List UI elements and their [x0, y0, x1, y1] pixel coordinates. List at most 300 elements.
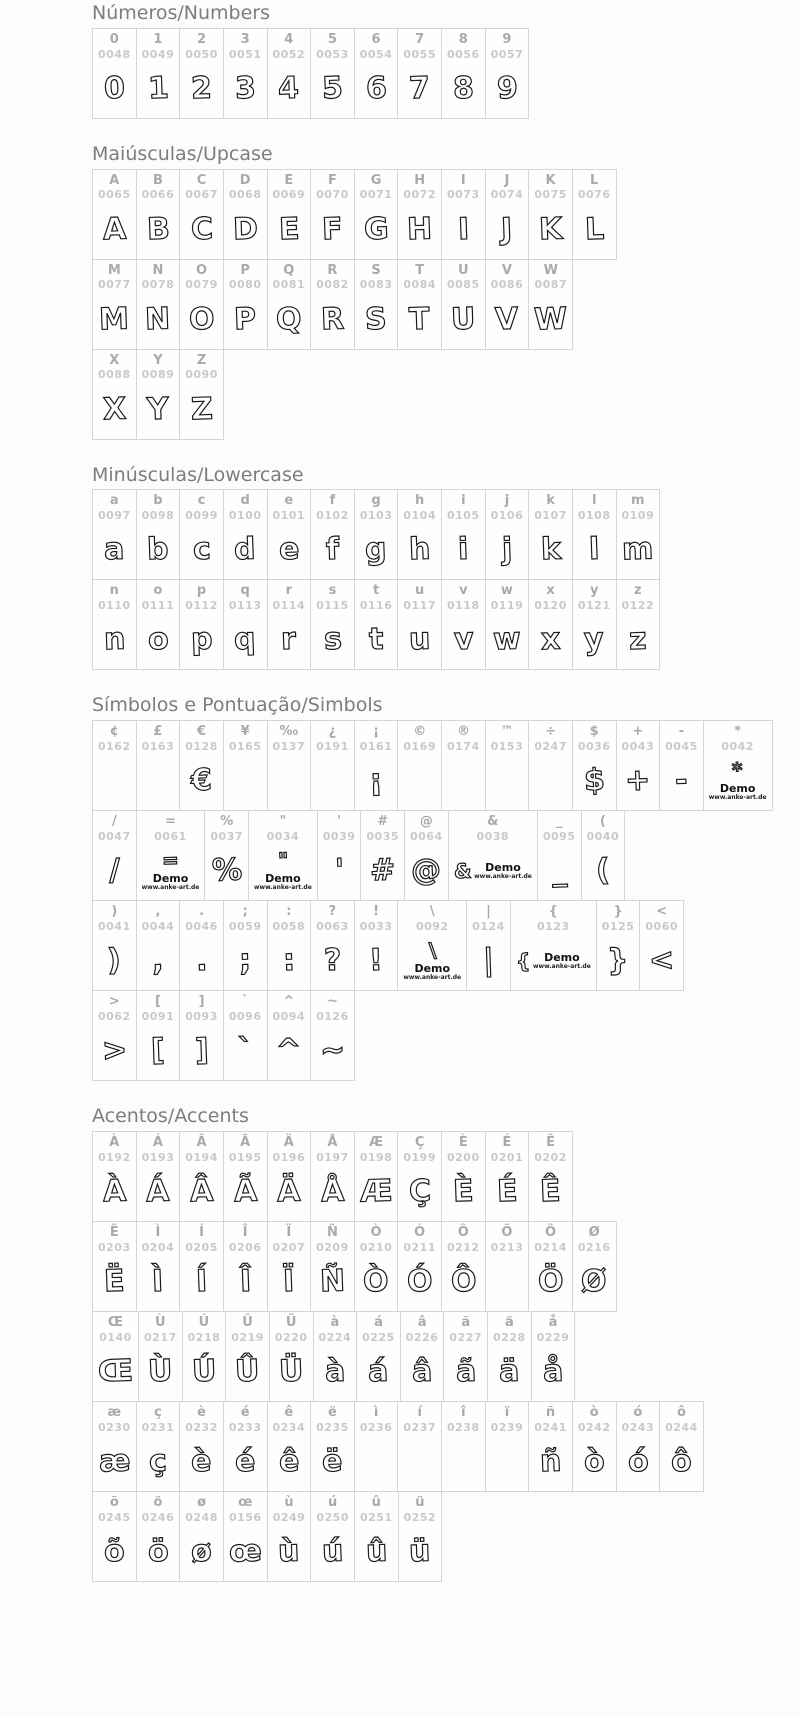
- char-label: ™: [500, 724, 514, 739]
- char-label: C: [196, 172, 207, 188]
- char-label: É: [502, 1134, 512, 1150]
- char-code: 0218: [187, 1330, 221, 1344]
- glyph-area: [195, 1023, 209, 1077]
- char-code: 0045: [665, 739, 698, 753]
- char-label: y: [589, 583, 599, 599]
- char-label: %: [220, 814, 234, 829]
- char-code: 0095: [542, 829, 576, 843]
- char-cell: [136, 990, 181, 1081]
- char-code: 0036: [577, 739, 611, 753]
- char-cell: [528, 720, 573, 811]
- glyph: /: [108, 852, 121, 889]
- char-code: 0112: [185, 599, 218, 613]
- demo-watermark: [533, 952, 591, 971]
- char-code: 0046: [185, 919, 218, 933]
- char-label: Ë: [109, 1224, 119, 1240]
- char-code: 0077: [98, 278, 131, 292]
- char-label: Ó: [414, 1224, 426, 1240]
- char-label: ö: [153, 1494, 163, 1510]
- char-label: 8: [458, 31, 468, 47]
- glyph: Î: [238, 1263, 252, 1299]
- char-label: K: [545, 172, 556, 188]
- glyph-area: [675, 753, 687, 807]
- glyph: ): [106, 942, 122, 979]
- char-cell: [397, 1131, 442, 1222]
- char-code: 0094: [272, 1009, 306, 1023]
- char-cell: [223, 579, 268, 670]
- glyph-area: [322, 1434, 342, 1488]
- glyph-area: [191, 1524, 212, 1578]
- char-label: ó: [633, 1404, 643, 1420]
- char-code: 0043: [621, 739, 655, 753]
- glyph: F: [321, 211, 344, 247]
- charmap-row: [92, 1491, 442, 1582]
- glyph: ?: [323, 942, 342, 979]
- char-cell: [441, 720, 486, 811]
- glyph: å: [542, 1353, 564, 1390]
- char-cell: [528, 259, 573, 350]
- glyph-area: [235, 1434, 255, 1488]
- char-cell: [92, 169, 137, 260]
- glyph: ö: [147, 1533, 169, 1570]
- char-code: 0101: [272, 509, 306, 523]
- glyph-area: [189, 292, 215, 346]
- section-title: Minúsculas/Lowercase: [92, 463, 304, 486]
- char-code: 0073: [447, 188, 480, 202]
- char-label: 3: [240, 31, 250, 47]
- char-cell: [581, 810, 626, 901]
- charmap-row: [92, 1311, 575, 1402]
- char-label: ¿: [328, 724, 337, 739]
- char-code: 0067: [185, 188, 218, 202]
- char-cell: [398, 1491, 443, 1582]
- glyph: Ü: [278, 1353, 304, 1390]
- char-cell: [404, 810, 449, 901]
- char-cell: [572, 489, 617, 580]
- char-cell: [616, 720, 661, 811]
- char-cell: [310, 1491, 355, 1582]
- glyph-area: [148, 1524, 169, 1578]
- char-code: 0091: [141, 1009, 175, 1023]
- char-code: 0058: [272, 919, 306, 933]
- char-label: p: [196, 583, 207, 599]
- char-label: [: [154, 994, 161, 1009]
- char-label: Ò: [370, 1224, 382, 1240]
- char-label: ê: [284, 1404, 294, 1420]
- char-cell: [267, 1221, 312, 1312]
- char-label: ~: [326, 994, 338, 1009]
- char-cell: [354, 259, 399, 350]
- glyph: É: [496, 1173, 518, 1210]
- glyph-area: [279, 1434, 299, 1488]
- char-code: 0070: [316, 188, 349, 202]
- char-code: 0093: [185, 1009, 218, 1023]
- char-label: W: [543, 262, 558, 278]
- char-label: 6: [371, 31, 381, 47]
- char-code: 0229: [536, 1330, 570, 1344]
- char-label: ù: [284, 1494, 294, 1510]
- glyph-area: [229, 1524, 262, 1578]
- glyph: $: [583, 762, 606, 799]
- glyph: è: [190, 1443, 213, 1480]
- glyph-area: [454, 612, 474, 666]
- char-label: h: [415, 493, 425, 509]
- char-label: m: [631, 493, 645, 509]
- char-cell: [310, 579, 355, 670]
- char-label: T: [415, 262, 425, 278]
- char-label: F: [327, 172, 337, 188]
- glyph-area: [539, 202, 562, 256]
- char-label: Ã: [240, 1134, 251, 1150]
- glyph: ": [277, 848, 289, 873]
- char-code: 0251: [359, 1510, 393, 1524]
- glyph: Ñ: [319, 1263, 346, 1300]
- char-label: L: [590, 172, 599, 188]
- char-cell: [528, 169, 573, 260]
- glyph-area: [369, 612, 383, 666]
- char-cell: [528, 489, 573, 580]
- char-label: À: [109, 1134, 120, 1150]
- char-cell: [92, 810, 137, 901]
- char-cell: [310, 169, 355, 260]
- char-code: 0197: [316, 1150, 349, 1164]
- demo-watermark: [474, 862, 532, 881]
- charmap-section: [92, 143, 732, 440]
- char-code: 0069: [272, 188, 306, 202]
- char-cell: [92, 1131, 137, 1222]
- char-label: ï: [504, 1404, 510, 1420]
- char-code: 0206: [228, 1240, 262, 1254]
- char-cell: [136, 900, 181, 991]
- char-label: :: [286, 904, 292, 919]
- glyph: k: [539, 531, 562, 568]
- char-cell: [485, 169, 530, 260]
- glyph: |: [482, 942, 495, 979]
- char-code: 0099: [185, 509, 218, 523]
- glyph-area: [276, 1023, 301, 1077]
- char-code: 0124: [472, 919, 505, 933]
- glyph-area: [102, 1023, 127, 1077]
- char-cell: [354, 720, 399, 811]
- char-code: 0194: [185, 1150, 218, 1164]
- char-code: 0061: [154, 829, 187, 843]
- char-code: 0108: [577, 509, 611, 523]
- char-label: ;: [242, 904, 248, 919]
- glyph-area: [191, 753, 212, 807]
- charmap-section: [92, 2, 732, 119]
- char-code: 0071: [359, 188, 393, 202]
- glyph-area: [412, 1344, 432, 1398]
- glyph-area: [409, 522, 430, 576]
- glyph-area: [104, 61, 125, 115]
- glyph: 9: [495, 70, 518, 107]
- glyph: p: [190, 621, 213, 658]
- glyph-area: [534, 292, 567, 346]
- char-label: õ: [109, 1494, 119, 1510]
- glyph-area: [276, 292, 302, 346]
- char-cell: [485, 1401, 530, 1492]
- glyph-area: [628, 1434, 649, 1488]
- char-cell: [179, 259, 224, 350]
- char-code: 0064: [410, 829, 443, 843]
- glyph-area: [501, 202, 512, 256]
- char-label: Á: [152, 1134, 163, 1150]
- char-cell: [400, 1311, 445, 1402]
- glyph: +: [624, 762, 651, 799]
- char-cell: [138, 1311, 183, 1402]
- char-cell: [223, 1491, 268, 1582]
- char-label: Œ: [107, 1314, 124, 1330]
- charmap-section: [92, 1105, 732, 1582]
- glyph-area: [629, 612, 646, 666]
- char-code: 0111: [141, 599, 175, 613]
- glyph-area: [240, 1254, 251, 1308]
- char-label: f: [329, 493, 336, 509]
- demo-url: www.anke-art.de: [141, 884, 200, 892]
- char-cell: [397, 28, 442, 119]
- char-code: 0104: [403, 509, 436, 523]
- char-cell: [136, 349, 181, 440]
- glyph: h: [408, 531, 431, 568]
- char-code: 0087: [534, 278, 568, 292]
- char-cell: [223, 28, 268, 119]
- charmap-row: [92, 1221, 617, 1312]
- glyph-area: [409, 292, 429, 346]
- char-code: 0202: [534, 1150, 567, 1164]
- char-code: 0044: [141, 919, 175, 933]
- glyph: S: [364, 301, 388, 337]
- glyph-area: [365, 292, 387, 346]
- section-rows: [92, 28, 732, 119]
- glyph: ^: [275, 1032, 302, 1069]
- char-cell: [703, 720, 773, 811]
- char-cell: [179, 1221, 224, 1312]
- glyph-area: [277, 1164, 300, 1218]
- char-label: R: [327, 262, 338, 278]
- char-code: 0212: [447, 1240, 480, 1254]
- char-label: è: [197, 1404, 206, 1420]
- glyph: !: [368, 942, 384, 979]
- glyph-area: [458, 202, 469, 256]
- glyph-area: [540, 1164, 561, 1218]
- glyph-area: [625, 753, 650, 807]
- glyph-area: [365, 522, 386, 576]
- glyph: W: [533, 300, 568, 338]
- char-code: 0193: [141, 1150, 175, 1164]
- char-cell: [136, 489, 181, 580]
- char-code: 0075: [534, 188, 567, 202]
- char-code: 0162: [98, 739, 131, 753]
- glyph-area: [279, 202, 300, 256]
- glyph-area: [453, 61, 474, 115]
- char-label: B: [152, 172, 163, 188]
- glyph-area: [709, 753, 767, 807]
- glyph-area: [235, 61, 256, 115]
- char-cell: [310, 259, 355, 350]
- char-code: 0041: [98, 919, 131, 933]
- glyph-area: [191, 612, 212, 666]
- charmap-row: [92, 349, 224, 440]
- charmap-row: [92, 1131, 573, 1222]
- char-label: @: [419, 814, 433, 829]
- char-code: 0169: [403, 739, 436, 753]
- glyph: 0: [103, 70, 126, 107]
- glyph-area: [322, 202, 343, 256]
- char-code: 0052: [272, 47, 306, 61]
- char-cell: [223, 990, 268, 1081]
- char-code: 0213: [490, 1240, 524, 1254]
- char-cell: [136, 1491, 181, 1582]
- demo-url: www.anke-art.de: [474, 872, 532, 880]
- char-label: !: [373, 904, 380, 919]
- char-code: 0078: [141, 278, 175, 292]
- glyph: C: [189, 211, 214, 247]
- glyph: Ø: [580, 1263, 608, 1300]
- char-label: {: [548, 904, 558, 919]
- glyph: ú: [321, 1533, 344, 1570]
- section-rows: [92, 489, 732, 670]
- glyph: y: [583, 621, 605, 658]
- char-cell: [136, 169, 181, 260]
- char-label: Í: [199, 1224, 204, 1240]
- char-code: 0140: [99, 1330, 132, 1344]
- glyph-area: [104, 1524, 125, 1578]
- glyph: 5: [321, 70, 344, 107]
- char-cell: [179, 489, 224, 580]
- char-code: 0227: [449, 1330, 483, 1344]
- demo-label: Demo: [265, 872, 301, 886]
- char-code: 0125: [601, 919, 635, 933]
- char-code: 0050: [185, 47, 218, 61]
- glyph: X: [102, 391, 127, 427]
- glyph-area: [196, 1254, 207, 1308]
- char-cell: [572, 720, 617, 811]
- char-cell: [397, 259, 442, 350]
- char-cell: [136, 28, 181, 119]
- char-code: 0238: [447, 1420, 480, 1434]
- char-code: 0040: [586, 829, 620, 843]
- glyph-area: [585, 202, 604, 256]
- char-code: 0231: [141, 1420, 175, 1434]
- glyph: Ú: [191, 1353, 217, 1390]
- char-cell: [616, 489, 661, 580]
- glyph-area: [278, 61, 299, 115]
- char-code: 0161: [359, 739, 393, 753]
- char-label: Å: [327, 1134, 338, 1150]
- char-code: 0153: [490, 739, 524, 753]
- charmap-row: [92, 28, 529, 119]
- glyph-area: [596, 843, 610, 897]
- demo-url: www.anke-art.de: [708, 794, 767, 802]
- glyph: :: [282, 942, 296, 979]
- char-code: 0226: [405, 1330, 439, 1344]
- char-code: 0126: [316, 1009, 349, 1023]
- demo-url: www.anke-art.de: [403, 974, 462, 982]
- glyph-area: [103, 202, 126, 256]
- char-label: ã: [461, 1314, 471, 1330]
- char-cell: [659, 1401, 704, 1492]
- char-label: Ä: [283, 1134, 294, 1150]
- glyph-area: [409, 1524, 430, 1578]
- glyph-area: [541, 522, 561, 576]
- glyph-area: [149, 1434, 167, 1488]
- char-label: A: [109, 172, 120, 188]
- char-label: }: [613, 904, 623, 919]
- char-cell: [267, 720, 312, 811]
- char-cell: [397, 579, 442, 670]
- char-label: .: [199, 904, 205, 919]
- section-title: Acentos/Accents: [92, 1105, 249, 1127]
- char-label: ©: [413, 724, 427, 739]
- glyph: _: [551, 852, 568, 889]
- glyph: Ã: [232, 1173, 258, 1210]
- char-cell: [92, 28, 137, 119]
- char-cell: [485, 579, 530, 670]
- glyph: ': [333, 852, 345, 889]
- glyph-area: [502, 522, 512, 576]
- glyph-area: [607, 933, 628, 987]
- glyph: e: [278, 531, 300, 568]
- char-label: b: [153, 493, 163, 509]
- glyph: .: [195, 942, 208, 979]
- char-code: 0049: [141, 47, 175, 61]
- char-cell: [223, 1221, 268, 1312]
- demo-url: www.anke-art.de: [254, 884, 312, 892]
- char-cell: [223, 489, 268, 580]
- char-code: 0128: [185, 739, 218, 753]
- char-code: 0034: [266, 829, 300, 843]
- charmap-section: [92, 694, 767, 1081]
- char-code: 0243: [621, 1420, 655, 1434]
- char-cell: [572, 579, 617, 670]
- char-cell: [267, 1131, 312, 1222]
- char-cell: [397, 900, 467, 991]
- glyph: 7: [408, 70, 431, 107]
- glyph: È: [452, 1173, 475, 1210]
- char-code: 0065: [98, 188, 131, 202]
- char-label: N: [152, 262, 164, 278]
- char-label: Ô: [457, 1224, 469, 1240]
- char-cell: [310, 1401, 355, 1492]
- demo-watermark: [403, 963, 461, 982]
- glyph: ñ: [539, 1443, 562, 1480]
- glyph-area: [234, 1164, 257, 1218]
- char-cell: [223, 1401, 268, 1492]
- glyph-area: [458, 522, 468, 576]
- glyph: D: [232, 211, 259, 247]
- glyph: v: [452, 621, 474, 658]
- char-label: w: [500, 583, 513, 599]
- glyph-area: [540, 1434, 561, 1488]
- char-label: ò: [589, 1404, 599, 1420]
- char-code: 0107: [534, 509, 567, 523]
- charmap-row: [92, 1401, 704, 1492]
- char-code: 0060: [645, 919, 679, 933]
- char-label: a: [109, 493, 119, 509]
- char-code: 0232: [185, 1420, 218, 1434]
- char-label: (: [599, 814, 606, 829]
- char-cell: [204, 810, 249, 901]
- char-label: Ú: [198, 1314, 210, 1330]
- char-label: Ñ: [326, 1224, 338, 1240]
- glyph: Ó: [406, 1263, 434, 1300]
- char-cell: [310, 720, 355, 811]
- glyph-area: [193, 522, 211, 576]
- char-label: S: [371, 262, 381, 278]
- char-code: 0039: [322, 829, 356, 843]
- glyph: ã: [454, 1353, 477, 1390]
- glyph-area: [191, 61, 212, 115]
